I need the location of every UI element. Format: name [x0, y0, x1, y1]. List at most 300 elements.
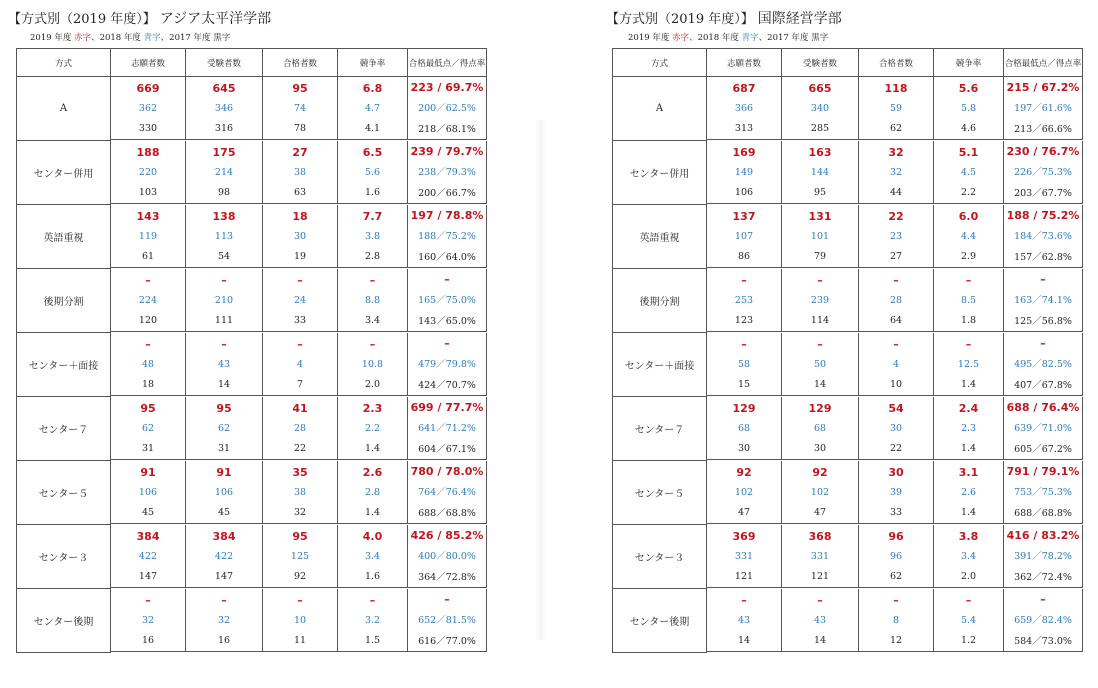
value-2017: 200／66.7% [418, 187, 476, 199]
value-2017: 30 [737, 442, 751, 454]
value-2017: 424／70.7% [418, 379, 476, 391]
value-2017: 44 [889, 186, 903, 198]
applicants-cell [111, 333, 186, 396]
value-2018: 238／79.3% [418, 167, 476, 179]
value-2017: 19 [293, 250, 307, 262]
value-2018: 119 [138, 231, 158, 243]
value-2019: 188 [136, 146, 160, 160]
value-2018: 125 [290, 551, 310, 563]
value-2018: 479／79.8% [418, 359, 476, 371]
value-2017: 27 [889, 250, 903, 262]
column-header: 受験者数 [782, 49, 859, 77]
value-2017: 32 [293, 506, 307, 518]
value-2017: 121 [810, 570, 830, 582]
value-2017: 62 [889, 570, 903, 582]
examinees-cell [186, 77, 263, 140]
value-2018: 62 [141, 423, 155, 435]
examinees-cell [186, 269, 263, 332]
value-2017: 18 [141, 378, 155, 390]
value-2018: 149 [734, 167, 754, 179]
value-2019: 215 / 67.2% [1006, 81, 1080, 95]
legend-sep: 、 [160, 33, 170, 43]
value-2018: 106 [138, 487, 158, 499]
value-2019: – [369, 594, 376, 608]
value-2019: – [444, 593, 450, 607]
value-2018: 43 [217, 359, 231, 371]
value-2017: 616／77.0% [418, 635, 476, 647]
value-2017: 147 [138, 570, 158, 582]
value-2017: 14 [217, 378, 231, 390]
value-2019: 6.8 [362, 82, 383, 96]
value-2018: 50 [813, 359, 827, 371]
examinees-cell [782, 77, 859, 140]
value-2019: – [1040, 337, 1046, 351]
value-2019: 92 [812, 466, 828, 480]
value-2019: 118 [884, 82, 908, 96]
value-2018: 32 [889, 167, 903, 179]
column-header: 方式 [17, 49, 111, 77]
results-table [16, 48, 487, 653]
value-2017: 1.6 [364, 570, 381, 582]
value-2018: 5.4 [960, 615, 977, 627]
applicants-cell [707, 525, 782, 588]
value-2018: 4.4 [960, 231, 977, 243]
legend-sep: 、 [758, 33, 768, 43]
value-2017: 31 [217, 442, 231, 454]
value-2019: 41 [292, 402, 308, 416]
min-score-cell [408, 333, 487, 396]
value-2018: 495／82.5% [1014, 359, 1072, 371]
value-2019: – [369, 338, 376, 352]
value-2017: 2.0 [364, 378, 381, 390]
value-2017: 688／68.8% [1014, 507, 1072, 519]
competition-ratio-cell [934, 589, 1004, 652]
value-2019: 369 [732, 530, 756, 544]
passers-cell [263, 333, 338, 396]
value-2019: – [145, 594, 151, 608]
column-header: 合格者数 [859, 49, 934, 77]
value-2019: 175 [212, 146, 236, 160]
value-2017: 4.6 [960, 122, 977, 134]
passers-cell [859, 269, 934, 332]
legend-year-2019: 2019 年度 [628, 33, 670, 43]
applicants-cell [111, 589, 186, 652]
value-2017: 63 [293, 186, 307, 198]
competition-ratio-cell [934, 269, 1004, 332]
value-2018: 59 [889, 103, 903, 115]
passers-cell [859, 141, 934, 204]
value-2017: 106 [734, 186, 754, 198]
value-2018: 107 [734, 231, 754, 243]
value-2019: 129 [808, 402, 832, 416]
method-cell: センター３ [17, 525, 111, 589]
value-2018: 2.3 [960, 423, 977, 435]
value-2017: 98 [217, 186, 231, 198]
value-2017: 143／65.0% [418, 315, 476, 327]
value-2017: 33 [293, 314, 307, 326]
value-2019: 665 [808, 82, 832, 96]
legend-year-2018: 2018 年度 [99, 33, 141, 43]
applicants-cell [111, 141, 186, 204]
value-2018: 30 [293, 231, 307, 243]
value-2019: – [297, 274, 303, 288]
applicants-cell [111, 77, 186, 140]
competition-ratio-cell [338, 269, 408, 332]
method-cell: センター７ [17, 397, 111, 461]
value-2019: – [369, 274, 376, 288]
passers-cell [859, 333, 934, 396]
passers-cell [859, 589, 934, 652]
value-2017: 78 [293, 122, 307, 134]
value-2019: 384 [212, 530, 236, 544]
value-2019: 7.7 [362, 210, 383, 224]
value-2019: – [741, 274, 747, 288]
value-2018: 197／61.6% [1014, 103, 1072, 115]
min-score-cell [408, 397, 487, 460]
applicants-cell [111, 461, 186, 524]
value-2018: 58 [737, 359, 751, 371]
value-2018: 5.8 [960, 103, 977, 115]
value-2018: 48 [141, 359, 155, 371]
value-2018: 188／75.2% [418, 231, 476, 243]
value-2018: 12.5 [957, 359, 980, 371]
value-2018: 2.8 [364, 487, 381, 499]
value-2019: 143 [136, 210, 160, 224]
value-2017: 30 [813, 442, 827, 454]
value-2017: 12 [889, 634, 903, 646]
min-score-cell [1004, 141, 1083, 204]
column-header: 志願者数 [707, 49, 782, 77]
method-cell: センター併用 [613, 141, 707, 205]
value-2018: 28 [889, 295, 903, 307]
method-cell: 後期分割 [613, 269, 707, 333]
applicants-cell [111, 525, 186, 588]
legend-year-2017: 2017 年度 [169, 33, 211, 43]
value-2018: 101 [810, 231, 830, 243]
value-2019: 27 [292, 146, 308, 160]
value-2019: 223 / 69.7% [410, 81, 484, 95]
value-2018: 753／75.3% [1014, 487, 1072, 499]
value-2018: 214 [214, 167, 234, 179]
competition-ratio-cell [934, 141, 1004, 204]
passers-cell [859, 77, 934, 140]
value-2018: 38 [293, 167, 307, 179]
value-2018: 10 [293, 615, 307, 627]
passers-cell [263, 397, 338, 460]
passers-cell [263, 77, 338, 140]
value-2018: 8.5 [960, 295, 977, 307]
value-2019: 645 [212, 82, 236, 96]
examinees-cell [782, 205, 859, 268]
method-cell: センター後期 [17, 589, 111, 653]
value-2017: 125／56.8% [1014, 315, 1072, 327]
value-2018: 102 [734, 487, 754, 499]
value-2017: 2.2 [960, 186, 977, 198]
value-2017: 688／68.8% [418, 507, 476, 519]
legend-blue: 青字 [143, 33, 161, 43]
value-2018: 43 [813, 615, 827, 627]
value-2019: 699 / 77.7% [410, 401, 484, 415]
competition-ratio-cell [934, 77, 1004, 140]
value-2017: 157／62.8% [1014, 251, 1072, 263]
value-2017: 31 [141, 442, 155, 454]
value-2019: 32 [888, 146, 904, 160]
column-header: 競争率 [934, 49, 1004, 77]
method-cell: センター７ [613, 397, 707, 461]
examinees-cell [782, 589, 859, 652]
panel-left [8, 0, 488, 653]
passers-cell [859, 461, 934, 524]
value-2017: 1.4 [960, 442, 977, 454]
value-2018: 5.6 [364, 167, 381, 179]
value-2017: 54 [217, 250, 231, 262]
value-2018: 8 [892, 615, 900, 627]
value-2017: 47 [737, 506, 751, 518]
title-prefix: 【方式別（2019 年度）】 [8, 12, 156, 27]
value-2018: 62 [217, 423, 231, 435]
value-2018: 3.4 [960, 551, 977, 563]
value-2018: 4.7 [364, 103, 381, 115]
year-legend [606, 32, 1088, 44]
value-2017: 584／73.0% [1014, 635, 1072, 647]
passers-cell [859, 397, 934, 460]
value-2018: 639／71.0% [1014, 423, 1072, 435]
competition-ratio-cell [934, 461, 1004, 524]
method-cell: 後期分割 [17, 269, 111, 333]
value-2017: 213／66.6% [1014, 123, 1072, 135]
column-header: 受験者数 [186, 49, 263, 77]
applicants-cell [707, 205, 782, 268]
value-2019: 687 [732, 82, 756, 96]
page-fold-shadow [535, 120, 547, 640]
passers-cell [263, 461, 338, 524]
value-2017: 4.1 [364, 122, 381, 134]
competition-ratio-cell [338, 525, 408, 588]
value-2019: 188 / 75.2% [1006, 209, 1080, 223]
value-2018: 3.4 [364, 551, 381, 563]
examinees-cell [186, 397, 263, 460]
method-cell: センター５ [17, 461, 111, 525]
examinees-cell [186, 141, 263, 204]
value-2019: – [893, 594, 899, 608]
value-2018: 74 [293, 103, 307, 115]
value-2019: – [444, 337, 450, 351]
value-2017: 92 [293, 570, 307, 582]
legend-sep: 、 [689, 33, 698, 43]
value-2019: – [1040, 273, 1046, 287]
value-2019: 169 [732, 146, 756, 160]
min-score-cell [408, 205, 487, 268]
applicants-cell [707, 269, 782, 332]
competition-ratio-cell [338, 77, 408, 140]
value-2017: 2.0 [960, 570, 977, 582]
examinees-cell [782, 269, 859, 332]
examinees-cell [186, 461, 263, 524]
value-2017: 1.4 [364, 442, 381, 454]
results-table [612, 48, 1083, 653]
value-2017: 160／64.0% [418, 251, 476, 263]
method-cell: 英語重視 [613, 205, 707, 269]
value-2019: – [817, 338, 823, 352]
min-score-cell [408, 589, 487, 652]
value-2019: 95 [292, 530, 308, 544]
value-2017: 330 [138, 122, 158, 134]
value-2017: 1.2 [960, 634, 977, 646]
value-2019: 3.8 [958, 530, 979, 544]
min-score-cell [408, 461, 487, 524]
passers-cell [263, 141, 338, 204]
value-2018: 641／71.2% [418, 423, 476, 435]
title-prefix: 【方式別（2019 年度）】 [606, 12, 754, 27]
value-2019: – [297, 594, 303, 608]
value-2019: 95 [216, 402, 232, 416]
value-2017: 123 [734, 314, 754, 326]
passers-cell [263, 589, 338, 652]
column-header: 志願者数 [111, 49, 186, 77]
value-2018: 106 [214, 487, 234, 499]
applicants-cell [707, 141, 782, 204]
value-2019: 35 [292, 466, 308, 480]
value-2018: 224 [138, 295, 158, 307]
department-name: アジア太平洋学部 [159, 11, 272, 27]
examinees-cell [782, 461, 859, 524]
value-2017: 2.9 [960, 250, 977, 262]
value-2018: 659／82.4% [1014, 615, 1072, 627]
value-2017: 11 [293, 634, 307, 646]
value-2018: 3.8 [364, 231, 381, 243]
legend-blue: 青字 [741, 33, 759, 43]
applicants-cell [707, 461, 782, 524]
examinees-cell [186, 525, 263, 588]
method-cell: センター＋面接 [613, 333, 707, 397]
value-2017: 15 [737, 378, 751, 390]
method-cell: センター＋面接 [17, 333, 111, 397]
value-2019: 780 / 78.0% [410, 465, 484, 479]
competition-ratio-cell [338, 205, 408, 268]
value-2018: 24 [293, 295, 307, 307]
value-2019: 138 [212, 210, 236, 224]
year-legend [8, 32, 488, 44]
value-2017: 64 [889, 314, 903, 326]
value-2017: 1.5 [364, 634, 381, 646]
value-2017: 16 [217, 634, 231, 646]
value-2017: 362／72.4% [1014, 571, 1072, 583]
value-2018: 2.2 [364, 423, 381, 435]
value-2019: 6.0 [958, 210, 979, 224]
value-2019: 197 / 78.8% [410, 209, 484, 223]
value-2019: 669 [136, 82, 160, 96]
value-2017: 121 [734, 570, 754, 582]
value-2017: 285 [810, 122, 830, 134]
value-2019: 3.1 [958, 466, 979, 480]
value-2019: 688 / 76.4% [1006, 401, 1080, 415]
value-2017: 86 [737, 250, 751, 262]
value-2018: 113 [214, 231, 234, 243]
competition-ratio-cell [934, 333, 1004, 396]
examinees-cell [782, 397, 859, 460]
legend-red: 赤字 [74, 33, 92, 43]
value-2018: 346 [214, 103, 234, 115]
value-2019: – [145, 274, 151, 288]
value-2019: 239 / 79.7% [410, 145, 484, 159]
value-2019: 4.0 [362, 530, 383, 544]
examinees-cell [782, 333, 859, 396]
min-score-cell [408, 141, 487, 204]
value-2017: 33 [889, 506, 903, 518]
value-2017: 10 [889, 378, 903, 390]
value-2018: 38 [293, 487, 307, 499]
competition-ratio-cell [338, 397, 408, 460]
value-2019: – [145, 338, 151, 352]
method-cell: A [613, 77, 707, 141]
value-2019: 91 [140, 466, 156, 480]
min-score-cell [1004, 333, 1083, 396]
value-2017: 218／68.1% [418, 123, 476, 135]
value-2017: 120 [138, 314, 158, 326]
value-2017: 364／72.8% [418, 571, 476, 583]
examinees-cell [782, 141, 859, 204]
value-2019: 426 / 85.2% [410, 529, 484, 543]
value-2017: 14 [813, 378, 827, 390]
min-score-cell [1004, 269, 1083, 332]
value-2018: 68 [737, 423, 751, 435]
value-2017: 95 [813, 186, 827, 198]
value-2018: 253 [734, 295, 754, 307]
applicants-cell [707, 333, 782, 396]
value-2019: 95 [140, 402, 156, 416]
value-2017: 45 [217, 506, 231, 518]
min-score-cell [408, 269, 487, 332]
value-2019: 2.4 [958, 402, 979, 416]
value-2019: 129 [732, 402, 756, 416]
method-cell: 英語重視 [17, 205, 111, 269]
legend-year-2018: 2018 年度 [697, 33, 739, 43]
value-2017: 407／67.8% [1014, 379, 1072, 391]
value-2018: 144 [810, 167, 830, 179]
value-2017: 604／67.1% [418, 443, 476, 455]
min-score-cell [1004, 589, 1083, 652]
competition-ratio-cell [934, 205, 1004, 268]
method-cell: センター併用 [17, 141, 111, 205]
legend-year-2019: 2019 年度 [30, 33, 72, 43]
value-2017: 1.6 [364, 186, 381, 198]
value-2019: – [893, 338, 899, 352]
value-2018: 10.8 [361, 359, 384, 371]
examinees-cell [186, 589, 263, 652]
value-2017: 62 [889, 122, 903, 134]
value-2017: 14 [813, 634, 827, 646]
value-2019: – [965, 338, 972, 352]
value-2019: 368 [808, 530, 832, 544]
value-2017: 1.4 [364, 506, 381, 518]
value-2019: – [221, 274, 227, 288]
legend-red: 赤字 [672, 33, 690, 43]
panel-right [606, 0, 1088, 653]
value-2019: – [741, 338, 747, 352]
value-2017: 1.8 [960, 314, 977, 326]
value-2018: 422 [214, 551, 234, 563]
min-score-cell [1004, 77, 1083, 140]
value-2019: 163 [808, 146, 832, 160]
column-header: 合格者数 [263, 49, 338, 77]
value-2017: 79 [813, 250, 827, 262]
value-2018: 30 [889, 423, 903, 435]
value-2019: – [297, 338, 303, 352]
value-2018: 102 [810, 487, 830, 499]
examinees-cell [186, 333, 263, 396]
column-header: 合格最低点／得点率 [408, 49, 487, 77]
value-2018: 96 [889, 551, 903, 563]
